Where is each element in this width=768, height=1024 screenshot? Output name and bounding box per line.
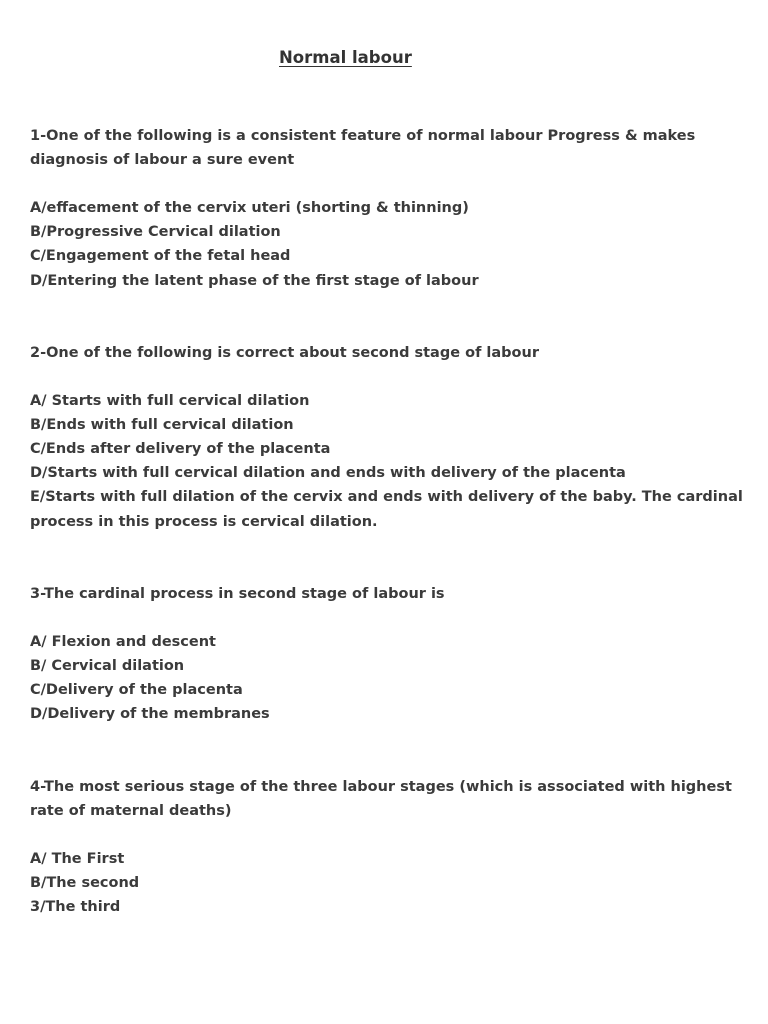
question-2-option-a: A/ Starts with full cervical dilation — [30, 393, 310, 410]
question-1-text: 1-One of the following is a consistent feature of normal labour Progress & makes diagnosis of labour a sure event — [30, 128, 696, 169]
question-2-option-c: C/Ends after delivery of the placenta — [30, 441, 331, 458]
question-3 — [30, 582, 745, 727]
question-4 — [30, 775, 745, 920]
question-3-option-d: D/Delivery of the membranes — [30, 706, 270, 723]
question-3-options — [30, 630, 745, 726]
spacer — [30, 293, 745, 341]
question-4-option-b: B/The second — [30, 874, 140, 891]
page-title: Normal labour — [279, 48, 412, 67]
question-1-options — [30, 196, 745, 292]
question-3-text: 3-The cardinal process in second stage of labour is — [30, 585, 445, 602]
question-1-option-a: A/effacement of the cervix uteri (shorting & thinning) — [30, 200, 469, 217]
question-2-option-b: B/Ends with full cervical dilation — [30, 417, 294, 434]
spacer — [30, 726, 745, 774]
question-3-option-c: C/Delivery of the placenta — [30, 682, 243, 699]
question-3-option-a: A/ Flexion and descent — [30, 633, 216, 650]
question-3-option-b: B/ Cervical dilation — [30, 658, 185, 675]
question-1-option-c: C/Engagement of the fetal head — [30, 248, 291, 265]
questions-list — [30, 124, 745, 919]
question-1-option-d: D/Entering the latent phase of the first stage of labour — [30, 272, 479, 289]
question-2-option-e: E/Starts with full dilation of the cervix and ends with delivery of the baby. The cardinal process in this process is cervical dilation. — [30, 489, 743, 530]
question-1 — [30, 124, 745, 293]
question-4-text: 4-The most serious stage of the three labour stages (which is associated with highest rate of maternal deaths) — [30, 778, 732, 819]
question-2-text: 2-One of the following is correct about second stage of labour — [30, 344, 539, 361]
question-2-option-d: D/Starts with full cervical dilation and ends with delivery of the placenta — [30, 465, 626, 482]
question-1-option-b: B/Progressive Cervical dilation — [30, 224, 281, 241]
question-4-option-a: A/ The First — [30, 850, 125, 867]
question-2-options — [30, 389, 745, 534]
spacer — [30, 534, 745, 582]
question-4-option-c: 3/The third — [30, 899, 121, 915]
question-2 — [30, 341, 745, 534]
question-4-options — [30, 847, 745, 919]
